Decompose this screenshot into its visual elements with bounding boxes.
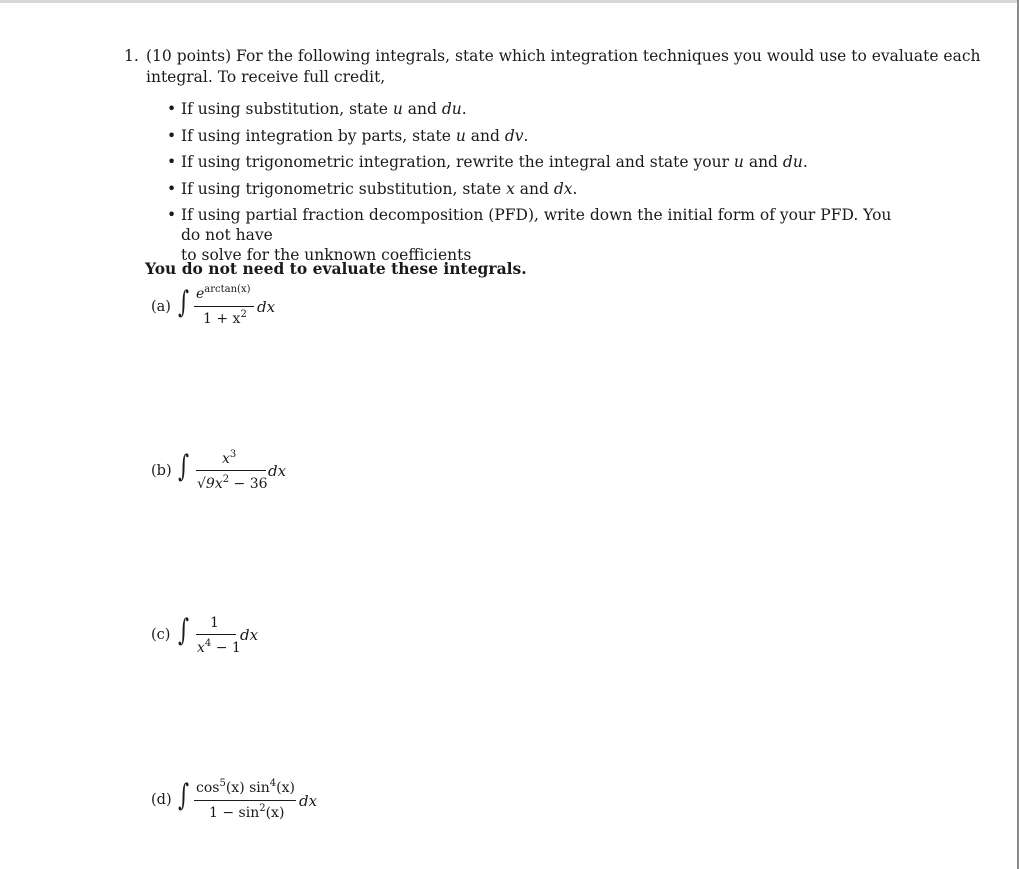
bullet-icon: •	[167, 206, 177, 224]
bullet-text-trig-integration: If using trigonometric integration, rewrite the integral and state your u and du.	[181, 153, 808, 171]
list-item	[167, 179, 907, 199]
integral-sign: ∫	[178, 449, 189, 484]
part-label: (d)	[151, 792, 172, 808]
integral-sign: ∫	[178, 285, 189, 320]
part-label: (b)	[151, 463, 172, 479]
list-item	[167, 126, 907, 146]
bullet-text-trig-substitution: If using trigonometric substitution, state x and dx.	[181, 179, 578, 198]
integral-sign: ∫	[178, 613, 189, 648]
bullet-text-pfd-line-1: If using partial fraction decomposition (PFD), write down the initial form of your PFD. You do not have	[181, 206, 892, 244]
bullet-icon: •	[167, 153, 177, 171]
differential: dx	[268, 462, 287, 480]
denominator: $1 + x^2$	[203, 309, 247, 327]
differential: dx	[240, 626, 259, 644]
question-prompt-line-2: integral. To receive full credit,	[146, 68, 386, 86]
differential: dx	[299, 792, 318, 810]
numerator: 1	[210, 615, 219, 631]
bullet-text-pfd-line-2: to solve for the unknown coefficients	[181, 246, 472, 264]
bullet-icon: •	[167, 126, 177, 145]
fraction-bar	[194, 306, 254, 307]
differential: dx	[257, 298, 276, 316]
numerator: $e^{arctan(x)}$	[196, 284, 251, 302]
part-label: (a)	[151, 299, 171, 315]
question-number: 1.	[124, 47, 139, 65]
fraction-bar	[194, 800, 296, 801]
fraction-bar	[196, 470, 266, 471]
numerator: $x^3$	[222, 449, 237, 467]
instructions-list	[167, 99, 907, 272]
part-label: (c)	[151, 627, 171, 643]
list-item	[167, 99, 907, 119]
denominator: $1 - \sin^2(x)$	[209, 803, 285, 821]
bullet-text-parts: If using integration by parts, state u and dv.	[181, 126, 529, 145]
bullet-text-substitution: If using substitution, state u and du.	[181, 100, 467, 118]
denominator: $√9x^2 - 36$	[197, 474, 268, 492]
numerator: $\cos^5(x)$ $\sin^4(x)$	[196, 778, 295, 796]
instruction-note: You do not need to evaluate these integrals.	[145, 259, 527, 278]
bullet-icon: •	[167, 179, 177, 198]
question-prompt-line-1: (10 points) For the following integrals, state which integration techniques you would use to evaluate each	[146, 47, 981, 65]
list-item	[167, 205, 907, 265]
bullet-icon: •	[167, 100, 177, 118]
fraction-bar	[196, 634, 236, 635]
integral-sign: ∫	[178, 778, 189, 813]
list-item	[167, 152, 907, 172]
denominator: $x^4 - 1$	[197, 638, 241, 656]
